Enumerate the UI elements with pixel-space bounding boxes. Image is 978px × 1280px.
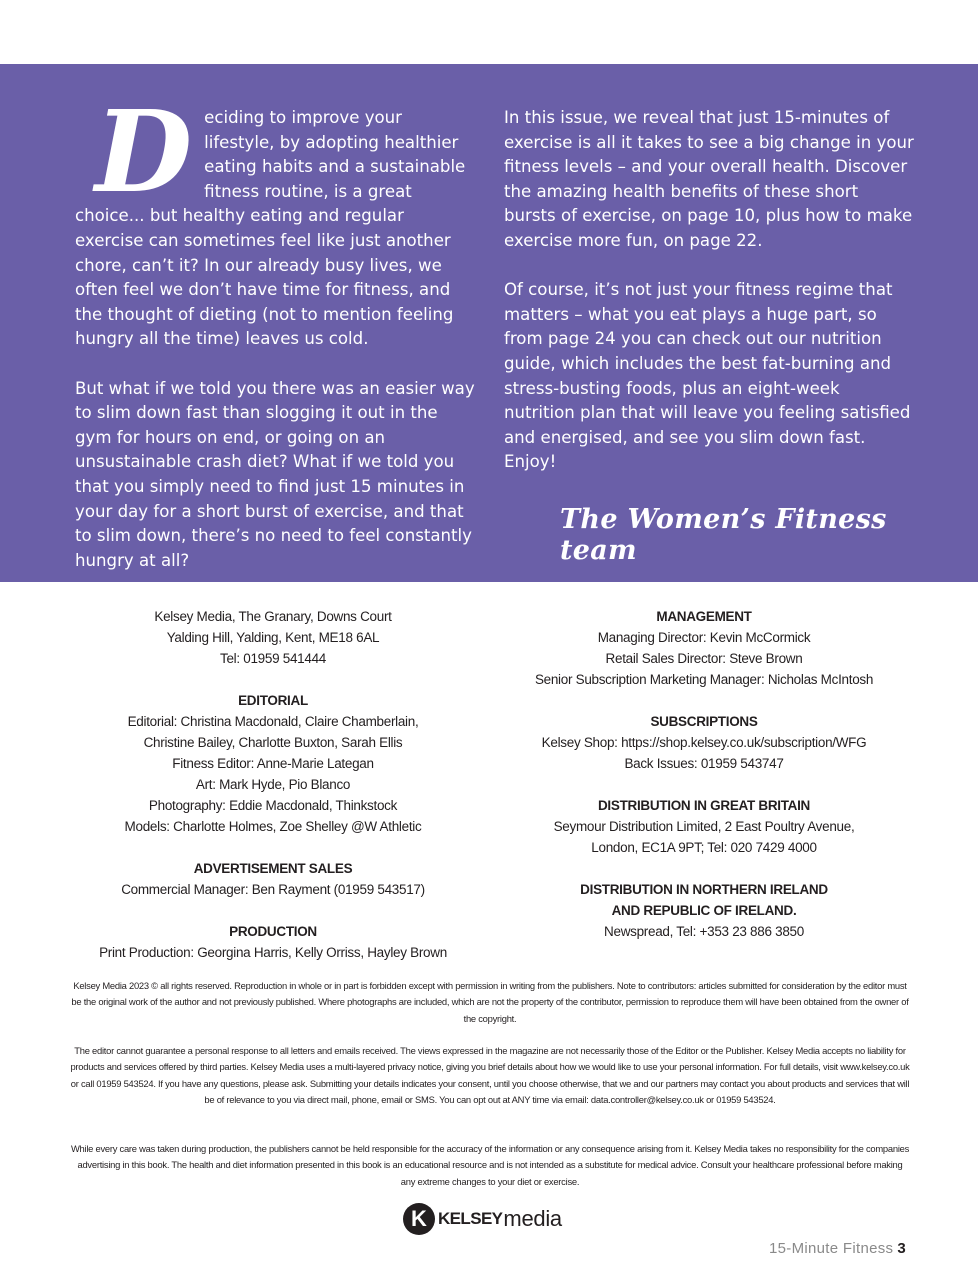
page-number: 3: [897, 1240, 906, 1257]
folio-title: 15-Minute Fitness: [769, 1240, 894, 1257]
advertisement-credits: ADVERTISEMENT SALES Commercial Manager: Ben Rayment (01959 543517): [70, 858, 476, 900]
distribution-ni-heading: DISTRIBUTION IN NORTHERN IRELAND: [580, 882, 828, 897]
drop-cap: D: [95, 87, 193, 218]
disclaimer-notice: While every care was taken during production, the publishers cannot be held responsible for the accuracy of the information or any consequence arising from it. Kelsey Media takes no responsibility for the companies advertising in this book. The health and diet information presented in this book is an educational resource and is not intended as a substitute for medical advice. Consult your healthcare professional before making any extreme changes to your diet or exercise.: [70, 1143, 910, 1187]
copyright-notice: Kelsey Media 2023 © all rights reserved. Reproduction in whole or in part is forbidden except with permission in writing from the publishers. Note to contributors: articles submitted for consideration by the editor must be the original work of the author and not previously published. Where photographs are included, which are not the property of the contributor, permission to reproduce them will have been obtained from the owner of the copyright.: [71, 980, 909, 1024]
kelsey-media-logo: [403, 1202, 562, 1236]
subscriptions-heading: SUBSCRIPTIONS: [650, 714, 758, 729]
editorial-heading: EDITORIAL: [238, 693, 308, 708]
distribution-ni-credits: DISTRIBUTION IN NORTHERN IRELAND AND REPUBLIC OF IRELAND. Newspread, Tel: +353 23 886 3850: [500, 879, 908, 942]
editorial-banner: [0, 64, 978, 582]
editorial-paragraph-1: Deciding to improve your lifestyle, by adopting healthier eating habits and a sustainable fitness routine, is a great choice... but healthy eating and regular exercise can sometimes feel like just another chore, can’t it? In our already busy lives, we often feel we don’t have time for fitness, and the thought of dieting (not to mention feeling hungry all the time) leaves us cold.: [75, 87, 466, 349]
page-folio: [769, 1240, 906, 1257]
editorial-credits: EDITORIAL Editorial: Christina Macdonald, Claire Chamberlain, Christine Bailey, Charlotte Buxton, Sarah Ellis Fitness Editor: Anne-Marie Lategan Art: Mark Hyde, Pio Blanco Photography: Eddie Macdonald, Thinkstock Models: Charlotte Holmes, Zoe Shelley @W Athletic: [70, 690, 476, 837]
logo-wordmark-bold: KELSEY: [438, 1209, 503, 1228]
editorial-paragraph-4: Of course, it’s not just your fitness regime that matters – what you eat plays a huge part, so from page 24 you can check out our nutrition guide, which includes the best fat-burning and stress-busting foods, plus an eight-week nutrition plan that will leave you feeling satisfied and energised, and see you slim down fast. Enjoy!: [504, 280, 911, 472]
kelsey-k-icon: K: [403, 1203, 435, 1235]
management-heading: MANAGEMENT: [656, 609, 752, 624]
advertisement-heading: ADVERTISEMENT SALES: [193, 861, 353, 876]
editorial-paragraph-3: In this issue, we reveal that just 15-minutes of exercise is all it takes to see a big change in your fitness levels – and your overall health. Discover the amazing health benefits of these short bursts of exercise, on page 10, plus how to make exercise more fun, on page 22.: [504, 108, 914, 250]
editorial-signature: The Women’s Fitness team: [560, 504, 887, 566]
editorial-left-column: [75, 87, 477, 598]
distribution-gb-heading: DISTRIBUTION IN GREAT BRITAIN: [597, 798, 811, 813]
editorial-paragraph-2: But what if we told you there was an easier way to slim down fast than slogging it out in the gym for hours on end, or going on an unsustainable crash diet? What if we told you that you simply need to find just 15 minutes in your day for a short burst of exercise, and that to slim down, there’s no need to feel constantly hungry at all?: [75, 378, 475, 570]
publisher-address: Kelsey Media, The Granary, Downs Court Yalding Hill, Yalding, Kent, ME18 6AL Tel: 01959 541444: [154, 609, 392, 666]
subscriptions-credits: SUBSCRIPTIONS Kelsey Shop: https://shop.kelsey.co.uk/subscription/WFG Back Issues: 01959 543747: [500, 711, 908, 774]
production-heading: PRODUCTION: [229, 924, 317, 939]
production-credits: PRODUCTION Print Production: Georgina Harris, Kelly Orriss, Hayley Brown: [70, 921, 476, 963]
management-credits: MANAGEMENT Managing Director: Kevin McCormick Retail Sales Director: Steve Brown Senior Subscription Marketing Manager: Nicholas McIntosh: [500, 606, 908, 690]
credits-right-column: [500, 606, 908, 963]
logo-wordmark-light: media: [503, 1206, 562, 1231]
distribution-gb-credits: DISTRIBUTION IN GREAT BRITAIN Seymour Distribution Limited, 2 East Poultry Avenue, London, EC1A 9PT; Tel: 020 7429 4000: [500, 795, 908, 858]
editorial-right-column: [504, 106, 914, 500]
privacy-notice: The editor cannot guarantee a personal response to all letters and emails received. The views expressed in the magazine are not necessarily those of the Editor or the Publisher. Kelsey Media accepts no liability for products and services offered by third parties. Kelsey Media uses a multi-layered privacy notice, giving you brief details about how we would like to use your personal information. For full details, visit www.kelsey.co.uk or call 01959 543524. If you have any questions, please ask. Submitting your details indicates your consent, until you choose otherwise, that we and our partners may contact you about products and services that will be of relevance to you via direct mail, phone, email or SMS. You can opt out at ANY time via email: data.controller@kelsey.co.uk or 01959 543524.: [70, 1045, 910, 1105]
credits-left-column: [70, 606, 476, 984]
